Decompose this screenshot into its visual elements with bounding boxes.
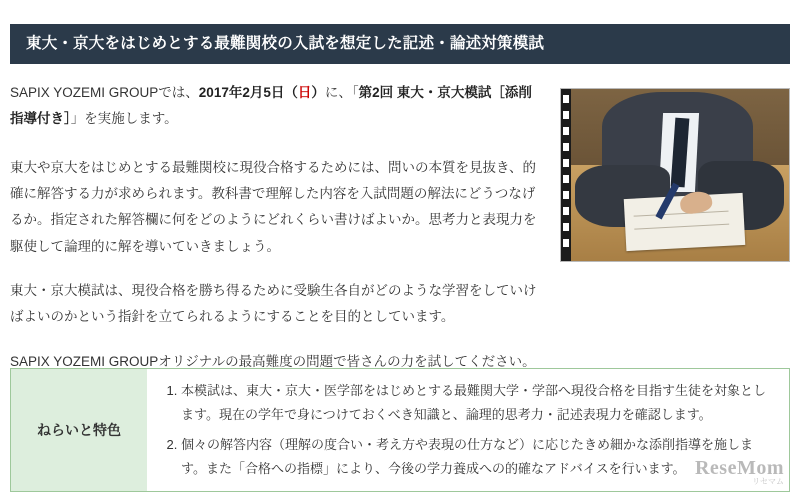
feature-list-item: 1. 本模試は、東大・京大・医学部をはじめとする最難関大学・学部へ現役合格を目指す生徒を対象とします。現在の学年で身につけておくべき知識と、論理的思考力・記述表現力を確認します。 [181,379,775,427]
lead-exam-name: 第2回 東大・京大模試［添削指導付き］ [10,85,532,127]
feature-box-label: ねらいと特色 [11,369,147,491]
article-content [10,80,790,393]
lead-middle: に、「 [324,85,359,100]
watermark-text: ReseMom [694,457,784,479]
lead-paragraph [10,80,540,133]
feature-box-body [147,369,789,491]
lead-paren-close: ） [311,85,325,100]
body-paragraph-2: 東大・京大模試は、現役合格を勝ち得るために受験生各自がどのような学習をしていけばよいのかという指針を立てられるようにすることを目的としています。 [10,282,537,325]
lead-day: 日 [297,85,312,100]
feature-list-item: 2. 個々の解答内容（理解の度合い・考え方や表現の仕方など）に応じたきめ細かな添削指導を施します。また「合格への指標」により、今後の学力養成への的確なアドバイスを行います。 [181,433,775,481]
body-paragraph-3: SAPIX YOZEMI GROUPオリジナルの最高難度の問題で皆さんの力を試してください。 [10,353,536,369]
lead-date: 2017年2月5日 [198,85,285,100]
page-title: 東大・京大をはじめとする最難関校の入試を想定した記述・論述対策模試 [26,34,545,52]
feature-box [10,368,790,492]
site-watermark [695,457,784,487]
page-title-bar [10,24,790,64]
body-paragraph-1: 東大や京大をはじめとする最難関校に現役合格するためには、問いの本質を見抜き、的確に解答する力が求められます。教科書で理解した内容を入試問題の解法にどうつなげるか。指定された解答欄に何をどのようにどれくらい書けばよいか。思考力と表現力を駆使して論理的に解を導いていきましょう。 [10,159,537,254]
feature-list [151,379,775,481]
lead-suffix: 」を実施します。 [70,111,178,127]
lead-prefix: SAPIX YOZEMI GROUPでは、 [10,85,199,100]
lead-paren-open: （ [284,85,298,100]
article-text-column [10,80,540,375]
watermark-subtext: リセマム [752,477,784,486]
